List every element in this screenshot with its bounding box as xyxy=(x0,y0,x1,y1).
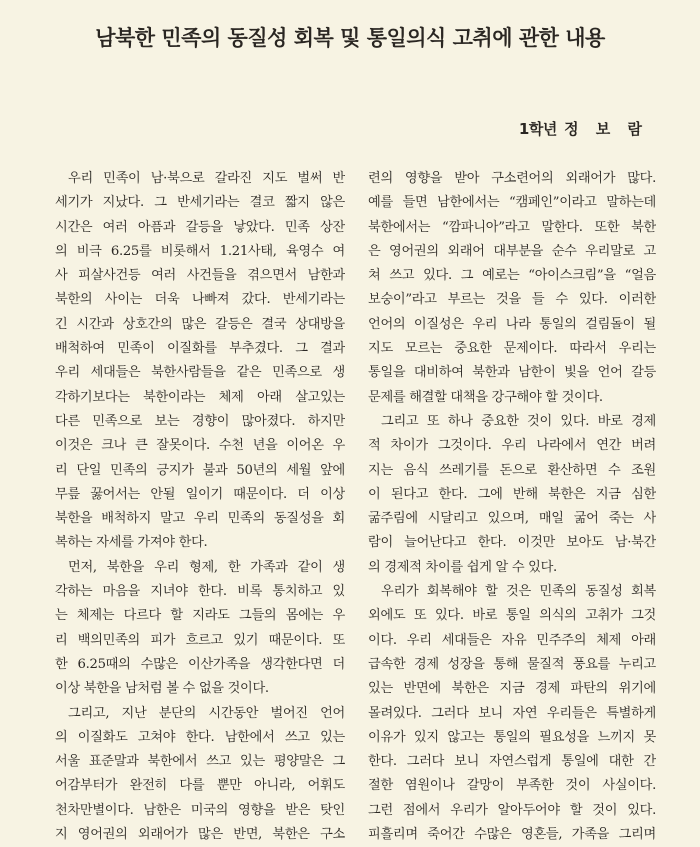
text-line: 각하기보다는 북한이라는 체제 아래 살고있는 xyxy=(55,389,345,405)
text-line: 우리가 회복해야 할 것은 민족의 동질성 회복 xyxy=(381,584,656,600)
text-line: 세기가 지났다. 그 반세기라는 결코 짧지 않은 xyxy=(55,195,345,211)
text-line: 먼저, 북한을 우리 형제, 한 가족과 같이 생 xyxy=(68,559,345,575)
text-line: 급속한 경제 성장을 통해 물질적 풍요를 누리고 xyxy=(368,656,656,672)
text-line: 는 체제는 다르다 할 지라도 그들의 몸에는 우 xyxy=(55,608,345,624)
author-grade: 1학년 xyxy=(518,120,557,138)
text-line: 의 이질화도 고쳐야 한다. 남한에서 쓰고 있는 xyxy=(55,729,345,745)
text-line: 통일을 대비하여 북한과 남한이 빛을 언어 갈등 xyxy=(368,365,656,381)
text-line: 피흘리며 죽어간 수많은 영혼들, 가족을 그리며 xyxy=(368,827,656,843)
text-line: 우리 세대들은 북한사람들을 같은 민족으로 생 xyxy=(55,365,345,381)
author-line xyxy=(519,118,648,139)
text-line: 지 영어권의 외래어가 많은 반면, 북한은 구소 xyxy=(55,827,345,843)
text-line: 그리고 또 하나 중요한 것이 있다. 바로 경제 xyxy=(381,413,656,429)
text-line: 다른 민족으로 보는 경향이 많아졌다. 하지만 xyxy=(55,413,345,429)
text-line: 리 백의민족의 피가 흐르고 있기 때문이다. 또 xyxy=(55,632,345,648)
author-name: 정 보 람 xyxy=(564,120,648,138)
text-line: 그런 점에서 우리가 알아두어야 할 것이 있다. xyxy=(368,802,656,818)
text-line: 쳐 쓰고 있다. 그 예로는 “아이스크림”을 “얼음 xyxy=(368,268,656,284)
text-line: 지는 음식 쓰레기를 돈으로 환산하면 수 조원 xyxy=(368,462,656,478)
left-text-column xyxy=(55,167,345,847)
text-line: 각하는 마음을 지녀야 한다. 비록 통치하고 있 xyxy=(55,584,345,600)
text-line: 언어의 이질성은 우리 나라 통일의 걸림돌이 될 xyxy=(368,316,656,332)
text-line: 사 피살사건등 여러 사건들을 겪으면서 남한과 xyxy=(55,268,345,284)
text-line: 한 6.25때의 수많은 이산가족을 생각한다면 더 xyxy=(55,656,345,672)
text-line: 있는 반면에 북한은 지금 경제 파탄의 위기에 xyxy=(368,681,656,697)
text-line: 북한의 사이는 더욱 나빠져 갔다. 반세기라는 xyxy=(55,292,345,308)
text-line: 외에도 또 있다. 바로 통일 의식의 고취가 그것 xyxy=(368,608,656,624)
text-line: 문제를 해결할 대책을 강구해야 할 것이다. xyxy=(368,389,603,405)
text-line: 우리 민족이 남·북으로 갈라진 지도 벌써 반 xyxy=(68,171,345,186)
text-line: 은 영어권의 외래어 대부분을 순수 우리말로 고 xyxy=(368,243,656,259)
text-line: 람이 늘어난다고 한다. 이것만 보아도 남·북간 xyxy=(368,535,656,551)
text-line: 그리고, 지난 분단의 시간동안 벌어진 언어 xyxy=(68,705,345,721)
text-line: 배척하여 민족이 이질화를 부추겼다. 그 결과 xyxy=(55,341,345,357)
text-line: 무릎 꿇어서는 안될 일이기 때문이다. 더 이상 xyxy=(55,486,345,502)
text-line: 천차만별이다. 남한은 미국의 영향을 받은 탓인 xyxy=(55,802,345,818)
text-line: 몰려있다. 그러다 보니 자연 우리들은 특별하게 xyxy=(368,705,656,721)
text-line: 이상 북한을 남처럼 볼 수 없을 것이다. xyxy=(55,681,269,697)
text-line: 시간은 여러 아픔과 갈등을 낳았다. 민족 상잔 xyxy=(55,219,345,235)
text-line: 적 차이가 그것이다. 우리 나라에서 연간 버려 xyxy=(368,438,656,454)
text-line: 굶주림에 시달리고 있으며, 매일 굶어 죽는 사 xyxy=(368,511,656,527)
right-text-column xyxy=(368,167,656,847)
text-line: 리 단일 민족의 긍지가 불과 50년의 세월 앞에 xyxy=(55,462,345,478)
text-line: 의 비극 6.25를 비롯해서 1.21사태, 육영수 여 xyxy=(55,243,345,259)
document-title: 남북한 민족의 동질성 회복 및 통일의식 고취에 관한 내용 xyxy=(95,26,605,50)
text-line: 한다. 그러다 보니 자연스럽게 통일에 대한 간 xyxy=(368,754,656,770)
text-line: 이 된다고 한다. 그에 반해 북한은 지금 심한 xyxy=(368,486,656,502)
text-line: 이유가 있지 않고는 통일의 필요성을 느끼지 못 xyxy=(368,729,656,745)
text-line: 절한 염원이나 갈망이 부족한 것이 사실이다. xyxy=(368,778,656,794)
text-line: 어감부터가 완전히 다를 뿐만 아니라, 어휘도 xyxy=(55,778,345,794)
text-line: 북한을 배척하지 말고 우리 민족의 동질성을 회 xyxy=(55,511,345,527)
text-line: 서울 표준말과 북한에서 쓰고 있는 평양말은 그 xyxy=(55,754,345,770)
text-line: 보숭이”라고 부르는 것을 들 수 있다. 이러한 xyxy=(368,292,656,308)
text-line: 긴 시간과 상호간의 많은 갈등은 결국 상대방을 xyxy=(55,316,345,332)
text-line: 예를 들면 남한에서는 “캠페인”이라고 말하는데 xyxy=(368,195,656,211)
text-line: 의 경제적 차이를 쉽게 알 수 있다. xyxy=(368,559,557,575)
text-line: 복하는 자세를 가져야 한다. xyxy=(55,535,208,551)
text-line: 이것은 크나 큰 잘못이다. 수천 년을 이어온 우 xyxy=(55,438,345,454)
text-line: 지도 모르는 중요한 문제이다. 따라서 우리는 xyxy=(368,341,656,357)
text-line: 이다. 우리 세대들은 자유 민주주의 체제 아래 xyxy=(368,632,656,648)
text-line: 북한에서는 “깜파니아”라고 말한다. 또한 북한 xyxy=(368,219,656,235)
text-line: 련의 영향을 받아 구소련어의 외래어가 많다. xyxy=(368,171,656,186)
